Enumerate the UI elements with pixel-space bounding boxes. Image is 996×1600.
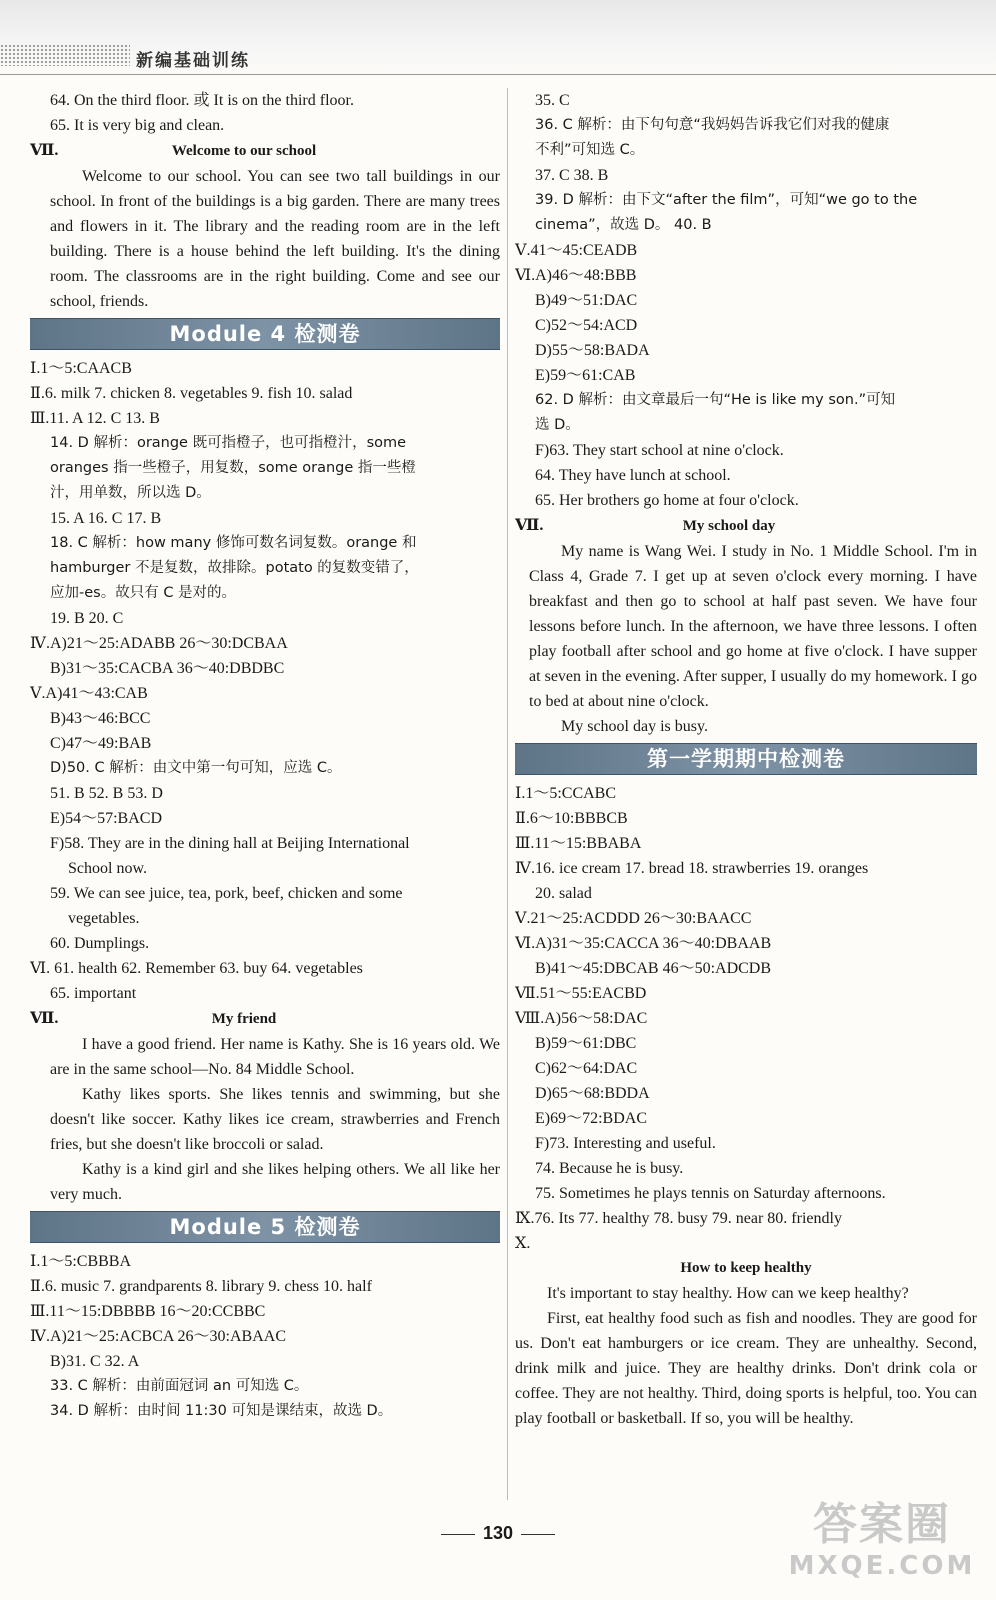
header-dot-pattern: [0, 44, 130, 66]
answer-line: Ⅸ.76. Its 77. healthy 78. busy 79. near 80. friendly: [515, 1210, 842, 1227]
answer-line: E)69～72:BDAC: [535, 1110, 648, 1127]
answer-line: Ⅴ.41～45:CEADB: [515, 242, 638, 259]
right-column: [515, 88, 977, 1431]
answer-line: 59. We can see juice, tea, pork, beef, chicken and some: [50, 885, 403, 902]
watermark-domain: MXQE.COM: [788, 1551, 976, 1581]
answer-line: E)54～57:BACD: [50, 810, 163, 827]
answer-line: Ⅵ.A)46～48:BBB: [515, 267, 637, 284]
page-number-value: 130: [482, 1523, 514, 1543]
answer-line: Ⅲ.11～15:DBBBB 16～20:CCBBC: [30, 1303, 266, 1320]
answer-line: Ⅲ.11. A 12. C 13. B: [30, 410, 160, 427]
essay-title: How to keep healthy: [680, 1260, 812, 1276]
section-numeral: Ⅶ.: [515, 517, 544, 534]
section-banner-midterm: 第一学期期中检测卷: [515, 743, 977, 775]
section-banner-module-5: Module 5 检测卷: [30, 1211, 500, 1243]
answer-explanation: 36. C 解析：由下句句意“我妈妈告诉我它们对我的健康: [535, 117, 890, 133]
answer-line: 60. Dumplings.: [50, 935, 150, 952]
answer-line: Ⅰ.1～5:CAACB: [30, 360, 132, 377]
answer-line: B)43～46:BCC: [50, 710, 151, 727]
answer-line: School now.: [68, 860, 147, 877]
answer-line: 19. B 20. C: [50, 610, 124, 627]
answer-line: 20. salad: [535, 885, 592, 902]
section-banner-module-4: Module 4 检测卷: [30, 318, 500, 350]
answer-explanation: D)50. C 解析：由文中第一句可知，应选 C。: [50, 760, 342, 776]
essay-title: My school day: [682, 518, 776, 534]
answer-line: Ⅶ.51～55:EACBD: [515, 985, 647, 1002]
answer-line: 65. important: [50, 985, 137, 1002]
answer-line: Ⅰ.1～5:CCABC: [515, 785, 617, 802]
essay-title: My friend: [211, 1011, 277, 1027]
left-column: [30, 88, 500, 1424]
essay-heading: [30, 1006, 500, 1032]
answer-explanation: 39. D 解析：由下文“after the film”，可知“we go to the: [535, 192, 918, 208]
column-divider: [507, 88, 508, 1500]
answer-line: D)65～68:BDDA: [535, 1085, 650, 1102]
essay-paragraph: First, eat healthy food such as fish and noodles. They are good for us. Don't eat hamburgers or ice cream. They are unhealthy. Second, drink milk and juice. They are healthy drinks. Don't drink cola or coffee. They are not healthy. Third, doing sports is helpful, too. You can play football or basketball. If so, you will be healthy.: [515, 1310, 977, 1427]
book-title: 新编基础训练: [136, 51, 250, 71]
answer-line: 74. Because he is busy.: [535, 1160, 684, 1177]
answer-explanation: 不利”可知选 C。: [535, 142, 645, 158]
answer-line: Ⅳ.16. ice cream 17. bread 18. strawberries 19. oranges: [515, 860, 869, 877]
answer-explanation: hamburger 不是复数，故排除。potato 的复数变错了，: [50, 560, 419, 576]
answer-line: F)73. Interesting and useful.: [535, 1135, 716, 1152]
answer-explanation: 选 D。: [535, 417, 580, 433]
answer-line: 75. Sometimes he plays tennis on Saturday afternoons.: [535, 1185, 886, 1202]
answer-line: Ⅵ.A)31～35:CACCA 36～40:DBAAB: [515, 935, 772, 952]
answer-line: 37. C 38. B: [535, 167, 609, 184]
header-rule: [0, 74, 996, 75]
answer-line: E)59～61:CAB: [535, 367, 636, 384]
page-number-dash: [441, 1534, 475, 1535]
answer-line: Ⅵ. 61. health 62. Remember 63. buy 64. vegetables: [30, 960, 363, 977]
answer-line: 64. On the third floor. 或 It is on the third floor.: [50, 92, 354, 109]
essay-paragraph: Kathy likes sports. She likes tennis and swimming, but she doesn't like soccer. Kathy likes ice cream, strawberries and French fries, but she doesn't like broccoli or salad.: [50, 1086, 500, 1153]
answer-line: Ⅲ.11～15:BBABA: [515, 835, 642, 852]
answer-line: 65. It is very big and clean.: [50, 117, 225, 134]
answer-line: Ⅳ.A)21～25:ADABB 26～30:DCBAA: [30, 635, 288, 652]
page-number-dash: [521, 1534, 555, 1535]
page-header-band: [0, 0, 996, 80]
answer-line: C)62～64:DAC: [535, 1060, 638, 1077]
answer-line: B)31～35:CACBA 36～40:DBDBC: [50, 660, 285, 677]
answer-explanation: 33. C 解析：由前面冠词 an 可知选 C。: [50, 1378, 309, 1394]
answer-line: 64. They have lunch at school.: [535, 467, 731, 484]
answer-line: B)31. C 32. A: [50, 1353, 140, 1370]
answer-line: Ⅳ.A)21～25:ACBCA 26～30:ABAAC: [30, 1328, 287, 1345]
answer-explanation: 34. D 解析：由时间 11:30 可知是课结束，故选 D。: [50, 1403, 393, 1419]
answer-explanation: 18. C 解析：how many 修饰可数名词复数。orange 和: [50, 535, 417, 551]
answer-line: B)49～51:DAC: [535, 292, 638, 309]
answer-explanation: oranges 指一些橙子，用复数，some orange 指一些橙: [50, 460, 416, 476]
answer-line: D)55～58:BADA: [535, 342, 650, 359]
answer-line: F)58. They are in the dining hall at Beijing International: [50, 835, 410, 852]
answer-line: C)47～49:BAB: [50, 735, 152, 752]
answer-explanation: cinema”，故选 D。 40. B: [535, 217, 712, 233]
essay-paragraph: My name is Wang Wei. I study in No. 1 Middle School. I'm in Class 4, Grade 7. I get up at seven o'clock every morning. I have breakfast and then go to school at half past seven. We have four lessons before lunch. In the afternoon, we have three lessons. I often play football after school and go home at five o'clock. I have supper at seven in the evening. After supper, I usually do my homework. I go to bed at about nine o'clock.: [529, 543, 977, 710]
answer-line: B)41～45:DBCAB 46～50:ADCDB: [535, 960, 772, 977]
answer-explanation: 14. D 解析：orange 既可指橙子，也可指橙汁，some: [50, 435, 407, 451]
answer-explanation: 62. D 解析：由文章最后一句“He is like my son.”可知: [535, 392, 896, 408]
essay-heading: [515, 513, 977, 539]
section-numeral: Ⅶ.: [30, 142, 59, 159]
answer-line: Ⅰ.1～5:CBBBA: [30, 1253, 132, 1270]
essay-title: Welcome to our school: [171, 143, 317, 159]
essay-paragraph: Welcome to our school. You can see two tall buildings in our school. In front of the buildings is a big garden. There are many trees and flowers in it. The library and the reading room are in the left building. There is a house behind the left building. It's the dining room. The classrooms are in the right building. Come and see our school, friends.: [50, 168, 500, 310]
answer-line: Ⅱ.6～10:BBBCB: [515, 810, 628, 827]
essay-paragraph: My school day is busy.: [561, 718, 708, 735]
watermark-logo-text: 答案圈: [813, 1499, 951, 1550]
answer-explanation: 应加-es。故只有 C 是对的。: [50, 585, 237, 601]
essay-paragraph: Kathy is a kind girl and she likes helping others. We all like her very much.: [50, 1161, 500, 1203]
answer-line: Ⅱ.6. music 7. grandparents 8. library 9. chess 10. half: [30, 1278, 372, 1295]
essay-paragraph: It's important to stay healthy. How can we keep healthy?: [547, 1285, 909, 1302]
answer-line: Ⅹ.: [515, 1235, 531, 1252]
answer-line: vegetables.: [68, 910, 140, 927]
essay-heading: [30, 138, 500, 164]
answer-line: Ⅱ.6. milk 7. chicken 8. vegetables 9. fish 10. salad: [30, 385, 353, 402]
answer-line: C)52～54:ACD: [535, 317, 638, 334]
answer-line: 15. A 16. C 17. B: [50, 510, 162, 527]
answer-line: 65. Her brothers go home at four o'clock.: [535, 492, 799, 509]
answer-line: Ⅷ.A)56～58:DAC: [515, 1010, 648, 1027]
site-watermark: [782, 1500, 982, 1590]
answer-line: B)59～61:DBC: [535, 1035, 637, 1052]
answer-line: 51. B 52. B 53. D: [50, 785, 163, 802]
answer-explanation: 汁，用单数，所以选 D。: [50, 485, 211, 501]
answer-line: Ⅴ.21～25:ACDDD 26～30:BAACC: [515, 910, 752, 927]
answer-line: 35. C: [535, 92, 570, 109]
answer-line: F)63. They start school at nine o'clock.: [535, 442, 784, 459]
answer-line: Ⅴ.A)41～43:CAB: [30, 685, 148, 702]
essay-paragraph: I have a good friend. Her name is Kathy. She is 16 years old. We are in the same school—No. 84 Middle School.: [50, 1036, 500, 1078]
section-numeral: Ⅶ.: [30, 1010, 59, 1027]
